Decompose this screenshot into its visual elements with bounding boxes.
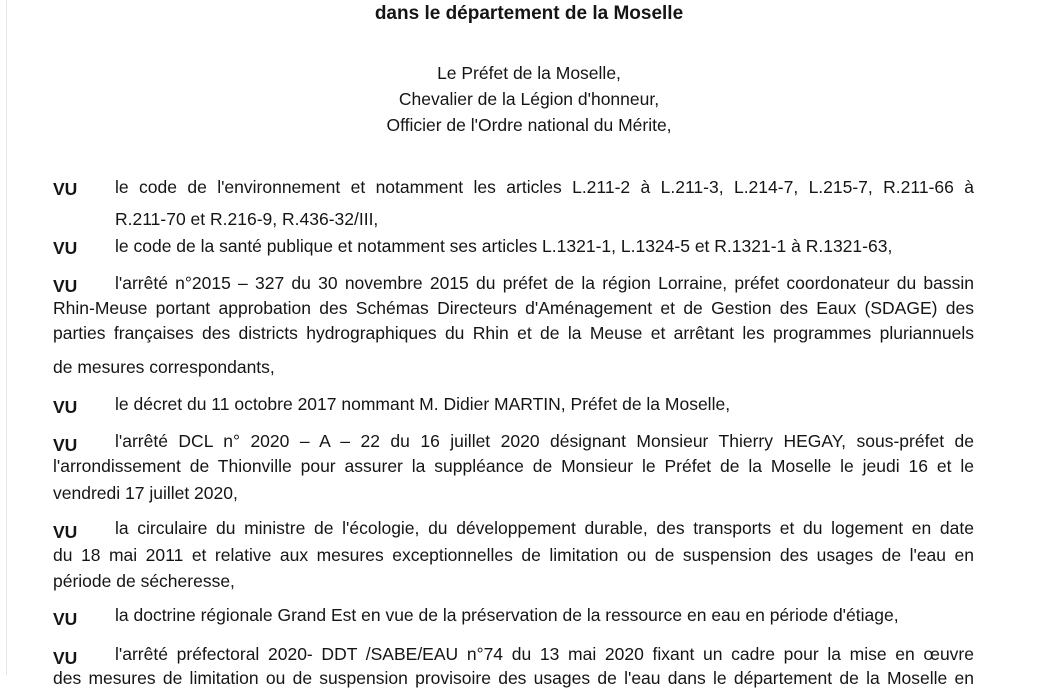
vu-label: VU bbox=[53, 397, 78, 417]
clause-line: l'arrêté DCL n° 2020 – A – 22 du 16 juillet 2020 désignant Monsieur Thierry HEGAY, sous-préfet de bbox=[115, 431, 974, 451]
clause-line: de mesures correspondants, bbox=[53, 357, 275, 377]
vu-label: VU bbox=[53, 179, 78, 199]
clause-line: R.211-70 et R.216-9, R.436-32/III, bbox=[115, 209, 379, 229]
vu-label: VU bbox=[53, 435, 78, 455]
clause-line: le code de l'environnement et notamment les articles L.211-2 à L.211-3, L.214-7, L.215-7, R.211-66 à bbox=[115, 177, 974, 197]
vu-label: VU bbox=[53, 238, 78, 258]
vu-label: VU bbox=[53, 276, 78, 296]
clause-line: la circulaire du ministre de l'écologie, du développement durable, des transports et du logement en date bbox=[115, 518, 974, 538]
clause-line: période de sécheresse, bbox=[53, 571, 235, 591]
vu-label: VU bbox=[53, 648, 78, 668]
clause-line: la doctrine régionale Grand Est en vue de la préservation de la ressource en eau en période d'étiage, bbox=[115, 605, 899, 625]
vu-label: VU bbox=[53, 609, 78, 629]
signer-line-ordre: Officier de l'Ordre national du Mérite, bbox=[386, 115, 672, 135]
clause-line: l'arrondissement de Thionville pour assurer la suppléance de Monsieur le Préfet de la Moselle le jeudi 16 et le bbox=[53, 456, 974, 476]
clause-line: l'arrêté n°2015 – 327 du 30 novembre 2015 du préfet de la région Lorraine, préfet coordonateur du bassin bbox=[115, 273, 974, 293]
vu-label: VU bbox=[53, 522, 78, 542]
clause-line: l'arrêté préfectoral 2020- DDT /SABE/EAU n°74 du 13 mai 2020 fixant un cadre pour la mise en œuvre bbox=[115, 644, 974, 664]
document-title: dans le département de la Moselle bbox=[374, 3, 684, 24]
clause-line: vendredi 17 juillet 2020, bbox=[53, 483, 238, 503]
clause-line: du 18 mai 2011 et relative aux mesures exceptionnelles de limitation ou de suspension des usages de l'eau en bbox=[53, 545, 974, 565]
clause-line: des mesures de limitation ou de suspension provisoire des usages de l'eau dans le département de la Moselle en bbox=[53, 668, 974, 688]
signer-line-legion: Chevalier de la Légion d'honneur, bbox=[398, 89, 660, 109]
clause-line: le code de la santé publique et notamment ses articles L.1321-1, L.1324-5 et R.1321-1 à R.1321-63, bbox=[115, 236, 893, 256]
clause-line: Rhin-Meuse portant approbation des Schémas Directeurs d'Aménagement et de Gestion des Eaux (SDAGE) des bbox=[53, 298, 974, 318]
signer-line-prefet: Le Préfet de la Moselle, bbox=[437, 63, 621, 83]
clause-line: parties françaises des districts hydrographiques du Rhin et de la Meuse et arrêtant les programmes pluriannuels bbox=[53, 323, 974, 343]
clause-line: le décret du 11 octobre 2017 nommant M. Didier MARTIN, Préfet de la Moselle, bbox=[115, 394, 731, 414]
